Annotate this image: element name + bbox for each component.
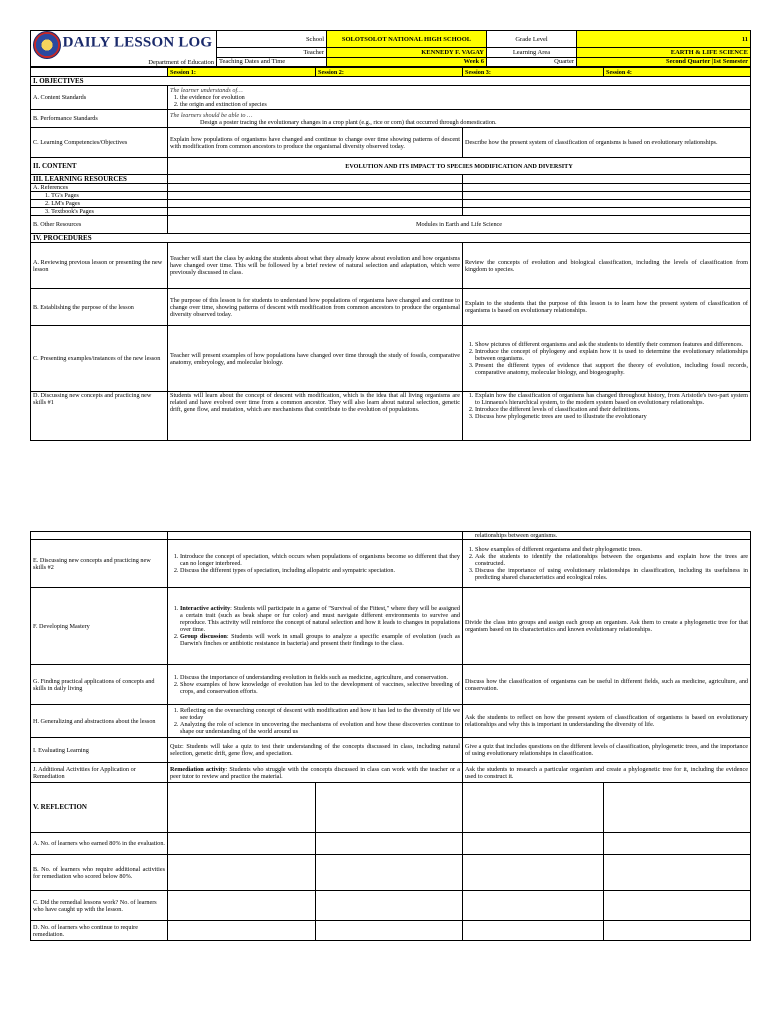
content-standard-item: 2. the origin and extinction of species	[180, 101, 748, 108]
lesson-log-page-1	[30, 30, 750, 441]
reflection-a-s1	[168, 833, 316, 855]
procedure-c-item: 3. Present the different types of evidence that support the theory of evolution, including fossil records, comparative anatomy, molecular biology, and biogeography.	[475, 362, 748, 376]
performance-standards-label: B. Performance Standards	[31, 110, 168, 128]
procedure-c-session-3	[463, 326, 751, 392]
reflection-c-s3	[463, 891, 604, 921]
session-3-header: Session 3:	[463, 68, 604, 77]
procedure-c-item: 2. Introduce the concept of phylogeny and explain how it is used to determine the evolutionary relationships between organisms.	[475, 348, 748, 362]
procedure-f-session-1	[168, 588, 463, 665]
department-name: Department of Education	[148, 59, 214, 66]
page-title: DAILY LESSON LOG	[62, 34, 213, 51]
procedure-d-session-1: Students will learn about the concept of descent with modification, which is the idea that all living organisms are related and have evolved over time from a common ancestor. They will also learn about natural selection, genetic drift, gene flow, and mutation, which are mechanisms that contribute to the evolution of populations.	[168, 392, 463, 441]
reflection-c-label: C. Did the remedial lessons work? No. of learners who have caught up with the lesson.	[31, 891, 168, 921]
textbook-pages-s1	[168, 208, 463, 216]
resources-cell-s1	[168, 175, 463, 184]
reflection-b-s3	[463, 855, 604, 891]
procedure-e-s3-item: 2. Ask the students to identify the relationships between the organisms and explain how the trees are constructed.	[475, 553, 748, 567]
reflection-b-s4	[604, 855, 751, 891]
procedure-h-item: 1. Reflecting on the overarching concept of descent with modification and how it has led to the diversity of life we see today	[180, 707, 460, 721]
procedure-d-item: 1. Explain how the classification of organisms has changed throughout history, from Aristotle's two-part system to Linnaeus's hierarchical system, to the modern system based on evolutionary relationships.	[475, 392, 748, 406]
reflection-a-s3	[463, 833, 604, 855]
deped-seal-icon	[33, 31, 61, 59]
procedure-a-label: A. Reviewing previous lesson or presenting the new lesson	[31, 243, 168, 289]
reflection-d-s1	[168, 921, 316, 941]
content-standards-intro: The learner understands of…	[170, 87, 243, 94]
objectives-heading: I. OBJECTIVES	[31, 77, 751, 86]
grade-value: 11	[577, 31, 751, 48]
procedure-a-session-1: Teacher will start the class by asking the students about what they already know about evolution and how organisms have changed over time. This will be followed by a brief review of natural selection and adaptation, which were previously discussed in class.	[168, 243, 463, 289]
reflection-c-s2	[316, 891, 463, 921]
procedure-h-label: H. Generalizing and abstractions about the lesson	[31, 705, 168, 738]
procedure-e-s3-item: 3. Discuss the importance of using evolutionary relationships in classification, including its usefulness in predicting shared characteristics and ecological roles.	[475, 567, 748, 581]
header-table	[30, 30, 751, 67]
area-label: Learning Area	[487, 48, 577, 57]
school-value: SOLOTSOLOT NATIONAL HIGH SCHOOL	[327, 31, 487, 48]
lesson-table-2	[30, 531, 751, 941]
dates-label: Teaching Dates and Time	[217, 57, 327, 66]
procedure-j-session-1	[168, 763, 463, 783]
procedure-d-cont-s3: relationships between organisms.	[463, 532, 751, 540]
session-2-header: Session 2:	[316, 68, 463, 77]
procedure-d-cont-label	[31, 532, 168, 540]
reflection-a-label: A. No. of learners who earned 80% in the evaluation.	[31, 833, 168, 855]
content-standards-label: A. Content Standards	[31, 86, 168, 110]
competencies-session-1: Explain how populations of organisms have changed and continue to change over time showing patterns of descent with modification from common ancestors to produce the organismal diversity observed today.	[168, 128, 463, 158]
procedure-a-session-3: Review the concepts of evolution and biological classification, including the levels of classification from kingdom to species.	[463, 243, 751, 289]
procedure-d-cont-s1	[168, 532, 463, 540]
reflection-s4	[604, 783, 751, 833]
procedure-h-item: 2. Analyzing the role of science in uncovering the mechanisms of evolution and how these discoveries continue to shape our understanding of the world around us	[180, 721, 460, 735]
procedure-g-item: 2. Show examples of how knowledge of evolution has led to the development of vaccines, selective breeding of crops, and conservation efforts.	[180, 681, 460, 695]
procedure-f-label: F. Developing Mastery	[31, 588, 168, 665]
procedure-f-item-text: : Students will participate in a game of "Survival of the Fittest," where they will be assigned a certain trait (such as beak shape or fur color) and must navigate different environments to survive and reproduce. This activity will reinforce the concept of natural selection and how it leads to changes in populations over time.	[180, 605, 460, 633]
procedure-e-session-1	[168, 540, 463, 588]
procedure-g-session-1	[168, 665, 463, 705]
procedure-d-label: D. Discussing new concepts and practicing new skills #1	[31, 392, 168, 441]
procedure-j-session-3: Ask the students to research a particular organism and create a phylogenetic tree for it, including the evidence used to construct it.	[463, 763, 751, 783]
reflection-a-s2	[316, 833, 463, 855]
reflection-d-label: D. No. of learners who continue to require remediation.	[31, 921, 168, 941]
procedure-j-lead: Remediation activity	[170, 765, 226, 773]
content-standard-item: 1. the evidence for evolution	[180, 94, 748, 101]
reflection-s3	[463, 783, 604, 833]
procedure-e-item: 1. Introduce the concept of speciation, which occurs when populations of organisms become so different that they can no longer interbreed.	[180, 553, 460, 567]
procedure-g-label: G. Finding practical applications of concepts and skills in daily living	[31, 665, 168, 705]
reflection-a-s4	[604, 833, 751, 855]
procedure-f-item	[180, 605, 460, 633]
procedure-j-label: J. Additional Activities for Application or Remediation	[31, 763, 168, 783]
quarter-label: Quarter	[487, 57, 577, 66]
lesson-table-1	[30, 67, 751, 441]
content-standards-value	[168, 86, 751, 110]
procedure-d-item: 2. Introduce the different levels of classification and their definitions.	[475, 406, 748, 413]
resources-cell-s3	[463, 175, 751, 184]
reflection-b-s2	[316, 855, 463, 891]
reflection-s2	[316, 783, 463, 833]
performance-standards-value	[168, 110, 751, 128]
procedure-f-item-lead: Group discussion	[180, 633, 227, 640]
competencies-session-3: Describe how the present system of classification of organisms is based on evolutionary relationships.	[463, 128, 751, 158]
reflection-b-s1	[168, 855, 316, 891]
tg-pages-label: 1. TG's Pages	[31, 192, 168, 200]
reflection-heading: V. REFLECTION	[31, 783, 168, 833]
procedure-b-label: B. Establishing the purpose of the lesson	[31, 289, 168, 326]
procedure-d-item: 3. Discuss how phylogenetic trees are used to illustrate the evolutionary	[475, 413, 748, 420]
quarter-value: Second Quarter |1st Semester	[577, 57, 751, 66]
content-title: EVOLUTION AND ITS IMPACT TO SPECIES MODIFICATION AND DIVERSITY	[168, 158, 751, 175]
content-heading: II. CONTENT	[31, 158, 168, 175]
procedure-b-session-1: The purpose of this lesson is for students to understand how populations of organisms have changed and continue to change over time, showing patterns of descent with modification from common ancestors to produce the organismal diversity observed today.	[168, 289, 463, 326]
session-1-header: Session 1:	[168, 68, 316, 77]
procedure-h-session-1	[168, 705, 463, 738]
other-resources-value: Modules in Earth and Life Science	[168, 216, 751, 234]
lm-pages-s1	[168, 200, 463, 208]
reflection-d-s3	[463, 921, 604, 941]
header-brand	[31, 31, 217, 67]
procedure-j-text: : Students who struggle with the concepts discussed in class can work with the teacher or a peer tutor to review and practice the material.	[170, 765, 460, 780]
lm-pages-s3	[463, 200, 751, 208]
procedure-c-session-1: Teacher will present examples of how populations have changed over time through the study of fossils, comparative anatomy, embryology, and molecular biology.	[168, 326, 463, 392]
resources-heading: III. LEARNING RESOURCES	[31, 175, 168, 184]
procedure-c-label: C. Presenting examples/instances of the new lesson	[31, 326, 168, 392]
procedure-i-session-3: Give a quiz that includes questions on the different levels of classification, phylogenetic trees, and the importance of using evolutionary relationships in classification.	[463, 738, 751, 763]
reflection-d-s2	[316, 921, 463, 941]
procedure-g-session-3: Discuss how the classification of organisms can be useful in different fields, such as medicine, agriculture, and conservation.	[463, 665, 751, 705]
procedure-e-label: E. Discussing new concepts and practicing new skills #2	[31, 540, 168, 588]
references-s1	[168, 184, 463, 192]
school-label: School	[217, 31, 327, 48]
references-label: A. References	[31, 184, 168, 192]
procedure-c-item: 1. Show pictures of different organisms and ask the students to identify their common features and differences.	[475, 341, 748, 348]
teacher-value: KENNEDY F. VAGAY	[327, 48, 487, 57]
textbook-pages-label: 3. Textbook's Pages	[31, 208, 168, 216]
lesson-log-page-2	[30, 531, 750, 941]
lm-pages-label: 2. LM's Pages	[31, 200, 168, 208]
reflection-d-s4	[604, 921, 751, 941]
procedure-i-label: I. Evaluating Learning	[31, 738, 168, 763]
procedure-f-item-text: : Students will work in small groups to analyze a specific example of evolution (such as Darwin's finches or antibiotic resistance in bacteria) and present their findings to the class.	[180, 633, 461, 647]
area-value: EARTH & LIFE SCIENCE	[577, 48, 751, 57]
procedures-heading: IV. PROCEDURES	[31, 234, 751, 243]
procedure-g-item: 1. Discuss the importance of understanding evolution in fields such as medicine, agriculture, and conservation.	[180, 674, 460, 681]
dates-value: Week 6	[327, 57, 487, 66]
competencies-label: C. Learning Competencies/Objectives	[31, 128, 168, 158]
procedure-e-s3-item: 1. Show examples of different organisms and their phylogenetic trees.	[475, 546, 748, 553]
procedure-e-session-3	[463, 540, 751, 588]
reflection-s1	[168, 783, 316, 833]
procedure-f-session-3: Divide the class into groups and assign each group an organism. Ask them to create a phylogenetic tree for that organism based on its characteristics and known evolutionary relationships.	[463, 588, 751, 665]
procedure-b-session-3: Explain to the students that the purpose of this lesson is to learn how the present system of classification of organisms is based on evolutionary relationships.	[463, 289, 751, 326]
other-resources-label: B. Other Resources	[31, 216, 168, 234]
tg-pages-s3	[463, 192, 751, 200]
textbook-pages-s3	[463, 208, 751, 216]
procedure-e-item: 2. Discuss the different types of speciation, including allopatric and sympatric speciation.	[180, 567, 460, 574]
tg-pages-s1	[168, 192, 463, 200]
reflection-c-s1	[168, 891, 316, 921]
reflection-b-label: B. No. of learners who require additional activities for remediation who scored below 80%.	[31, 855, 168, 891]
procedure-f-item	[180, 633, 460, 647]
teacher-label: Teacher	[217, 48, 327, 57]
procedure-h-session-3: Ask the students to reflect on how the present system of classification of organisms is based on evolutionary relationships and why this is important in understanding the diversity of life.	[463, 705, 751, 738]
procedure-d-session-3	[463, 392, 751, 441]
grade-label: Grade Level	[487, 31, 577, 48]
procedure-i-session-1: Quiz: Students will take a quiz to test their understanding of the concepts discussed in class, including natural selection, genetic drift, gene flow, and speciation.	[168, 738, 463, 763]
performance-standards-text: Design a poster tracing the evolutionary changes in a crop plant (e.g., rice or corn) that occurred through domestication.	[200, 118, 497, 126]
session-4-header: Session 4:	[604, 68, 751, 77]
procedure-f-item-lead: Interactive activity	[180, 605, 231, 612]
session-header-blank	[31, 68, 168, 77]
references-s3	[463, 184, 751, 192]
performance-standards-intro: The learners should be able to …	[170, 111, 253, 119]
reflection-c-s4	[604, 891, 751, 921]
